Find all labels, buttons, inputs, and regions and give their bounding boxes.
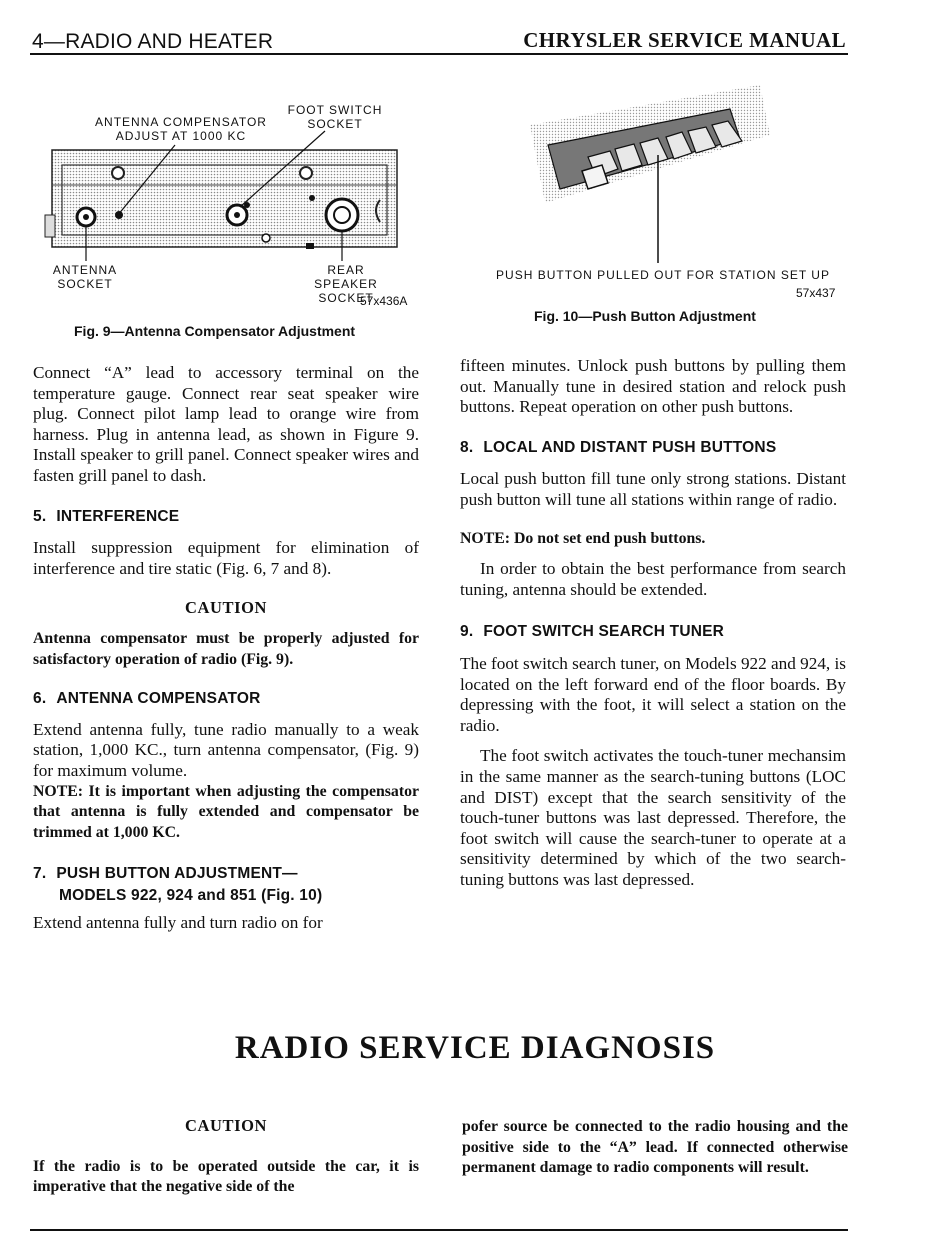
section-heading-5 [33, 507, 419, 528]
paragraph: Local push button fill tune only strong stations. Distant push button will tune all stations within range of radio. [460, 469, 846, 509]
section-heading-7 [33, 863, 419, 907]
note: NOTE: Do not set end push buttons. [460, 529, 706, 547]
figure-10 [470, 85, 850, 330]
paragraph: In order to obtain the best performance from search tuning, antenna should be extended. [460, 559, 846, 599]
label-rear-speaker-socket: REAR SPEAKER SOCKET [314, 263, 378, 305]
section-title: RADIO SERVICE DIAGNOSIS [234, 1030, 716, 1066]
figure-10-label: PUSH BUTTON PULLED OUT FOR STATION SET UP [496, 268, 830, 282]
right-column [460, 356, 846, 890]
label-antenna-compensator: ANTENNA COMPENSATOR ADJUST AT 1000 KC [95, 115, 267, 143]
section-heading-8 [460, 438, 846, 459]
section-heading-6 [33, 689, 419, 710]
paragraph: The foot switch activates the touch-tuner mechansim in the same manner as the search-tuning buttons (LOC and DIST) except that the search sensitivity of the touch-tuner buttons was last depressed. Therefore, the foot switch will cause the search-tuner to operate at a sensitivity determined by which of the two search-tuning buttons was last depressed. [460, 746, 846, 889]
paragraph: fifteen minutes. Unlock push buttons by pulling them out. Manually tune in desired station and relock push buttons. Repeat operation on other push buttons. [460, 356, 846, 417]
page-header-right: CHRYSLER SERVICE MANUAL [523, 28, 846, 52]
page-header-left: 4—RADIO AND HEATER [32, 30, 274, 53]
figure-10-id: 57x437 [796, 286, 836, 300]
label-antenna-socket: ANTENNA SOCKET [52, 263, 118, 291]
figure-9 [30, 95, 430, 345]
paragraph: The foot switch search tuner, on Models 922 and 924, is located on the left forward end of the floor boards. By depressing with the foot, it will select a station on the radio. [460, 653, 846, 735]
heading-number: 5. [33, 507, 47, 525]
paragraph: Install suppression equipment for elimination of interference and tire static (Fig. 6, 7 and 8). [33, 538, 419, 578]
heading-subtext: MODELS 922, 924 and 851 (Fig. 10) [59, 887, 323, 905]
heading-number: 9. [460, 623, 474, 641]
figure-9-caption: Fig. 9—Antenna Compensator Adjustment [74, 323, 356, 339]
heading-text: ANTENNA COMPENSATOR [56, 690, 261, 708]
paragraph: Extend antenna fully and turn radio on for [33, 913, 323, 933]
note-text: It is important when adjusting the compensator that antenna is fully extended and compensator be trimmed at 1,000 KC. [33, 782, 419, 841]
heading-text: LOCAL AND DISTANT PUSH BUTTONS [483, 438, 777, 456]
footer-rule [30, 1229, 848, 1231]
heading-text: PUSH BUTTON ADJUSTMENT— [56, 865, 298, 883]
bottom-left-column [33, 1116, 419, 1198]
header-rule [30, 53, 848, 55]
section-heading-9 [460, 622, 846, 643]
push-button-illustration [470, 85, 850, 285]
heading-number: 7. [33, 865, 47, 883]
label-foot-switch-socket: FOOT SWITCH SOCKET [287, 103, 383, 131]
paragraph: Connect “A” lead to accessory terminal on the temperature gauge. Connect rear seat speaker wire plug. Connect pilot lamp lead to orange wire from harness. Plug in antenna lead, as shown in Figure 9. Install speaker to grill panel. Connect speaker wires and fasten grill panel to dash. [33, 363, 419, 485]
heading-text: INTERFERENCE [56, 507, 180, 525]
left-column [33, 363, 419, 934]
caution-heading: CAUTION [184, 1116, 268, 1135]
caution-text: If the radio is to be operated outside the car, it is imperative that the negative side of the [33, 1157, 419, 1196]
heading-number: 8. [460, 438, 474, 456]
figure-9-id: 57x436A [360, 294, 408, 308]
bottom-right-column [462, 1117, 848, 1179]
note-label: NOTE: [33, 782, 84, 800]
note [33, 782, 419, 844]
figure-10-caption: Fig. 10—Push Button Adjustment [534, 308, 756, 324]
heading-text: FOOT SWITCH SEARCH TUNER [483, 623, 725, 641]
paragraph: Extend antenna fully, tune radio manually to a weak station, 1,000 KC., turn antenna compensator, (Fig. 9) for maximum volume. [33, 719, 419, 780]
heading-number: 6. [33, 690, 47, 708]
caution-heading: CAUTION [184, 598, 268, 618]
caution-text: Antenna compensator must be properly adjusted for satisfactory operation of radio (Fig. 9). [33, 629, 419, 668]
caution-text-continued: pofer source be connected to the radio housing and the positive side to the “A” lead. If connected otherwise permanent damage to radio components will result. [462, 1118, 848, 1177]
